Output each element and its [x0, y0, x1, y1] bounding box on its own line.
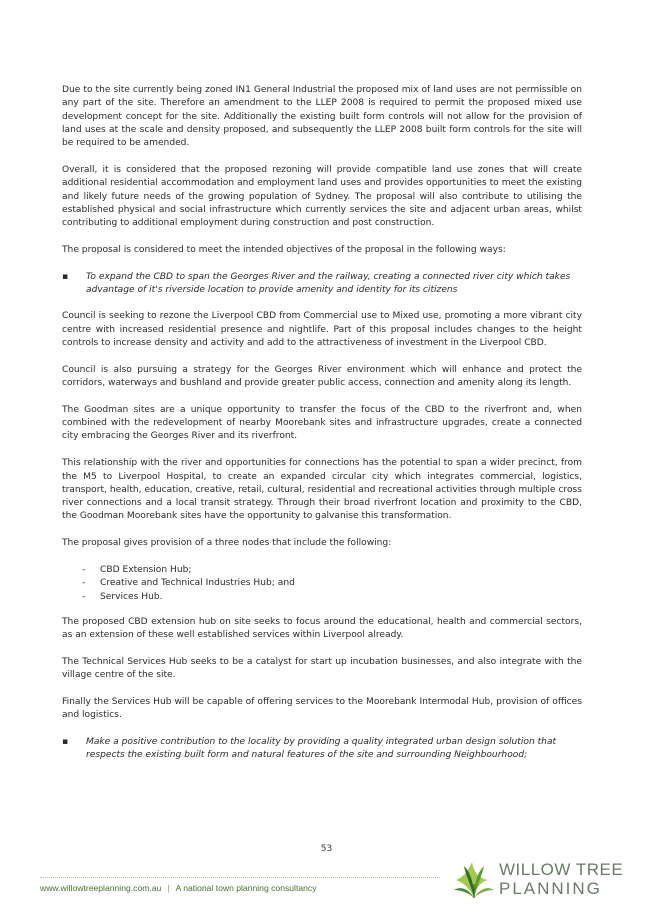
list-item	[82, 564, 582, 577]
dash-icon: -	[82, 591, 86, 602]
willow-tree-planning-logo	[452, 858, 632, 902]
paragraph-objectives-intro: The proposal is considered to meet the intended objectives of the proposal in the following ways:	[62, 244, 506, 255]
bullet-icon: ▪	[62, 271, 69, 282]
page-number: 53	[320, 844, 333, 854]
logo-line-2: PLANNING	[499, 879, 602, 898]
dash-icon: -	[82, 565, 86, 576]
paragraph-technical-services-hub: The Technical Services Hub seeks to be a catalyst for start up incubation businesses, and also integrate with the village centre of the site.	[62, 657, 582, 681]
paragraph-three-nodes-intro: The proposal gives provision of a three nodes that include the following:	[62, 538, 392, 549]
paragraph-services-hub: Finally the Services Hub will be capable of offering services to the Moorebank Intermodal Hub, provision of offices and logistics.	[62, 697, 582, 721]
footer	[40, 883, 317, 893]
objective-bullet-cbd	[62, 271, 582, 298]
paragraph-rezoning-overview: Overall, it is considered that the proposed rezoning will provide compatible land use zones that will create additional residential accommodation and employment land uses and provides opportunities to meet the existing and likely future needs of the growing population of Sydney. The proposal will also contribute to utilising the established physical and social infrastructure which currently services the site and adjacent urban areas, whilst contributing to additional employment during construction and post construction.	[62, 164, 582, 229]
footer-divider	[40, 877, 440, 878]
list-item	[82, 577, 582, 590]
list-item	[82, 591, 582, 604]
objective-bullet-contribution	[62, 736, 582, 763]
paragraph-river-relationship: This relationship with the river and opportunities for connections has the potential to span a wider precinct, from the M5 to Liverpool Hospital, to create an expanded circular city which integrates commercial, logistics, transport, health, education, creative, retail, cultural, residential and recreational activities through multiple cross river connections and a local transit strategy. Through their broad riverfront location and proximity to the CBD, the Goodman Moorebank sites have the opportunity to galvanise this transformation.	[62, 458, 582, 522]
logo-line-1: WILLOW TREE	[499, 860, 624, 879]
document-body	[62, 84, 582, 776]
node-label: Creative and Technical Industries Hub; and	[100, 578, 295, 589]
paragraph-goodman-sites: The Goodman sites are a unique opportunity to transfer the focus of the CBD to the riverfront and, when combined with the redevelopment of nearby Moorebank sites and infrastructure upgrades, create a connected city embracing the Georges River and its riverfront.	[62, 404, 582, 442]
paragraph-zoning: Due to the site currently being zoned IN1 General Industrial the proposed mix of land uses are not permissible on any part of the site. Therefore an amendment to the LLEP 2008 is required to permit the proposed mixed use development concept for the site. Additionally the existing built form controls will not allow for the provision of land uses at the scale and density proposed, and subsequently the LLEP 2008 built form controls for the site will be required to be amended.	[62, 85, 582, 149]
node-label: Services Hub.	[100, 591, 163, 602]
bullet-icon: ▪	[62, 737, 69, 748]
paragraph-council-rezone: Council is seeking to rezone the Liverpool CBD from Commercial use to Mixed use, promoting a more vibrant city centre with increased residential presence and nightlife. Part of this proposal includes changes to the height controls to increase density and activity and add to the attractiveness of investment in the Liverpool CBD.	[62, 311, 582, 348]
nodes-list	[62, 564, 582, 604]
node-label: CBD Extension Hub;	[100, 565, 192, 576]
paragraph-cbd-extension-hub: The proposed CBD extension hub on site seeks to focus around the educational, health and commercial sectors, as an extension of these well established services within Liverpool already.	[62, 616, 582, 641]
footer-website-link[interactable]: www.willowtreeplanning.com.au	[40, 883, 162, 893]
willow-tree-icon	[452, 858, 496, 902]
dash-icon: -	[82, 578, 86, 589]
objective-text: Make a positive contribution to the locality by providing a quality integrated urban design solution that respects the existing built form and natural features of the site and surrounding Neighbourhood;	[86, 737, 557, 761]
logo-wordmark	[499, 860, 623, 899]
footer-separator: |	[167, 883, 170, 893]
footer-tagline: A national town planning consultancy	[175, 883, 317, 893]
paragraph-georges-river: Council is also pursuing a strategy for the Georges River environment which will enhance and protect the corridors, waterways and bushland and provide greater public access, connection and amenity along its length.	[62, 364, 582, 389]
objective-text: To expand the CBD to span the Georges River and the railway, creating a connected river city which takes advantage of it's riverside location to provide amenity and identity for its citizens	[86, 271, 571, 296]
